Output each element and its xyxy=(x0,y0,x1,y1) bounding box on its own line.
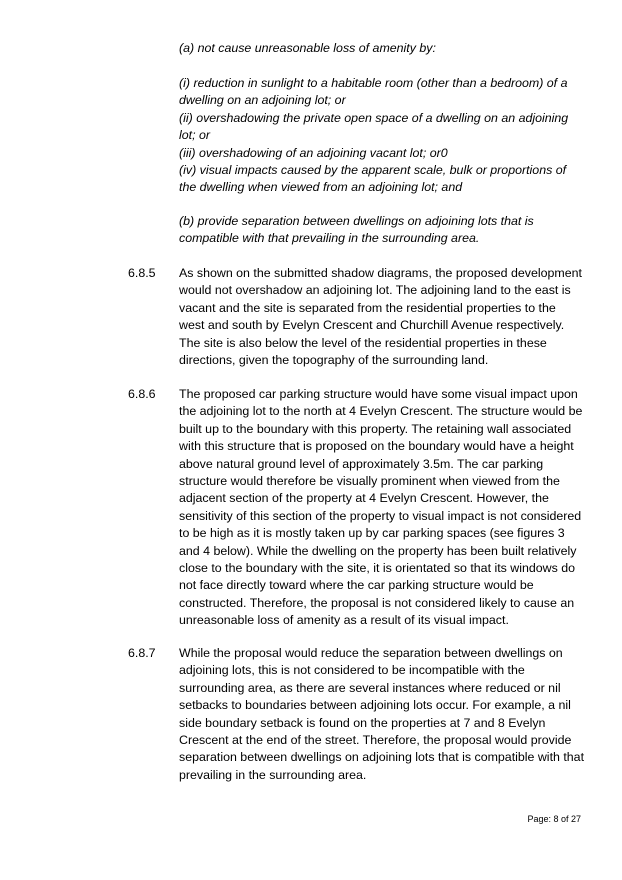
paragraph-text: As shown on the submitted shadow diagrams, the proposed development would not overshadow an adjoining lot. The adjoining land to the east is vacant and the site is separated from the residential properties to the west and south by Evelyn Crescent and Churchill Avenue respectively. The site is also below the level of the residential properties in these directions, given the topography of the surrounding land. xyxy=(179,266,582,368)
criteria-sub-items xyxy=(179,75,584,197)
criteria-b-text: (b) provide separation between dwellings on adjoining lots that is compatible with that prevailing in the surrounding area. xyxy=(179,214,534,246)
paragraph-text: While the proposal would reduce the separation between dwellings on adjoining lots, this is not considered to be incompatible with the surrounding area, as there are several instances where reduced or nil setbacks to boundaries between adjoining lots occur. For example, a nil side boundary setback is found on the properties at 7 and 8 Evelyn Crescent at the end of the street. Therefore, the proposal would provide separation between dwellings on adjoining lots that is compatible with that prevailing in the surrounding area. xyxy=(179,646,585,782)
paragraph-number: 6.8.7 xyxy=(128,646,156,660)
page-number: Page: 8 of 27 xyxy=(527,814,581,824)
paragraph-number: 6.8.5 xyxy=(128,266,156,280)
criteria-item-iv: (iv) visual impacts caused by the apparent scale, bulk or proportions of the dwelling when viewed from an adjoining lot; and xyxy=(179,163,567,195)
criteria-a xyxy=(179,40,584,57)
criteria-item-ii: (ii) overshadowing the private open space of a dwelling on an adjoining lot; or xyxy=(179,110,569,143)
criteria-a-text: (a) not cause unreasonable loss of amenity by: xyxy=(179,41,436,55)
criteria-item-iii: (iii) overshadowing of an adjoining vacant lot; or0 xyxy=(179,145,448,160)
criteria-item-i: (i) reduction in sunlight to a habitable room (other than a bedroom) of a dwelling on an adjoining lot; or xyxy=(179,76,568,108)
paragraph-number: 6.8.6 xyxy=(128,387,156,401)
criteria-b xyxy=(179,213,584,248)
paragraph-text: The proposed car parking structure would have some visual impact upon the adjoining lot to the north at 4 Evelyn Crescent. The structure would be built up to the boundary with this property. The retaining wall associated with this structure that is proposed on the boundary would have a height above natural ground level of approximately 3.5m. The car parking structure would therefore be visually prominent when viewed from the adjacent section of the property at 4 Evelyn Crescent. However, the sensitivity of this section of the property to visual impact is not considered to be high as it is mostly taken up by car parking spaces (see figures 3 and 4 below). While the dwelling on the property has been built relatively close to the boundary with the site, it is orientated so that its windows do not face directly toward where the car parking structure would be constructed. Therefore, the proposal is not considered likely to cause an unreasonable loss of amenity as a result of its visual impact. xyxy=(179,387,583,628)
